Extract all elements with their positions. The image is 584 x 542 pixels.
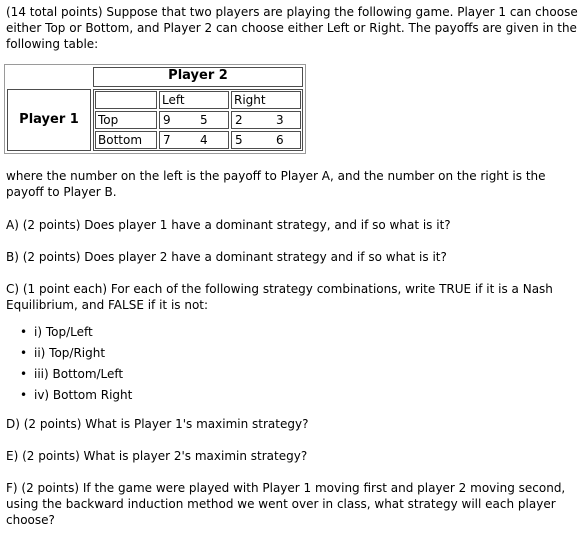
- table-cell: [159, 131, 229, 149]
- player1-label: Player 1: [7, 89, 91, 151]
- col-header-left: Left: [159, 91, 229, 109]
- payoff-matrix: [93, 89, 303, 151]
- explanation-text: where the number on the left is the payoff to Player A, and the number on the right is the payoff to Player B.: [6, 169, 546, 199]
- corner-cell: [95, 91, 157, 109]
- list-item: • ii) Top/Right: [20, 346, 106, 360]
- row-label-top: Top: [95, 111, 157, 129]
- table-cell: [231, 131, 301, 149]
- payoff-a: 5: [235, 133, 243, 147]
- payoff-table: [4, 64, 306, 154]
- payoff-b: 4: [200, 133, 208, 147]
- question-e: E) (2 points) What is player 2's maximin strategy?: [6, 449, 308, 463]
- player2-header: Player 2: [93, 67, 303, 87]
- question-a: A) (2 points) Does player 1 have a dominant strategy, and if so what is it?: [6, 218, 451, 232]
- row-label-bottom: Bottom: [95, 131, 157, 149]
- col-header-right: Right: [231, 91, 301, 109]
- payoff-b: 3: [276, 113, 284, 127]
- payoff-b: 6: [276, 133, 284, 147]
- table-cell: [159, 111, 229, 129]
- bullet-icon: •: [20, 346, 28, 360]
- payoff-b: 5: [200, 113, 208, 127]
- list-item: • iii) Bottom/Left: [20, 367, 124, 381]
- question-c: C) (1 point each) For each of the following strategy combinations, write TRUE if it is a Nash Equilibrium, and FALSE if it is not:: [6, 282, 553, 312]
- list-item: • i) Top/Left: [20, 325, 93, 339]
- question-d: D) (2 points) What is Player 1's maximin strategy?: [6, 417, 309, 431]
- payoff-a: 7: [163, 133, 171, 147]
- payoff-a: 9: [163, 113, 171, 127]
- bullet-icon: •: [20, 367, 28, 381]
- question-f: F) (2 points) If the game were played with Player 1 moving first and player 2 moving second, using the backward induction method we went over in class, what strategy will each player choose?: [6, 481, 566, 527]
- payoff-a: 2: [235, 113, 243, 127]
- table-cell: [231, 111, 301, 129]
- intro-text: (14 total points) Suppose that two players are playing the following game. Player 1 can choose either Top or Bottom, and Player 2 can choose either Left or Right. The payoffs are given in the following table:: [6, 5, 578, 51]
- bullet-icon: •: [20, 325, 28, 339]
- list-item: • iv) Bottom Right: [20, 388, 133, 402]
- question-b: B) (2 points) Does player 2 have a dominant strategy and if so what is it?: [6, 250, 447, 264]
- bullet-icon: •: [20, 388, 28, 402]
